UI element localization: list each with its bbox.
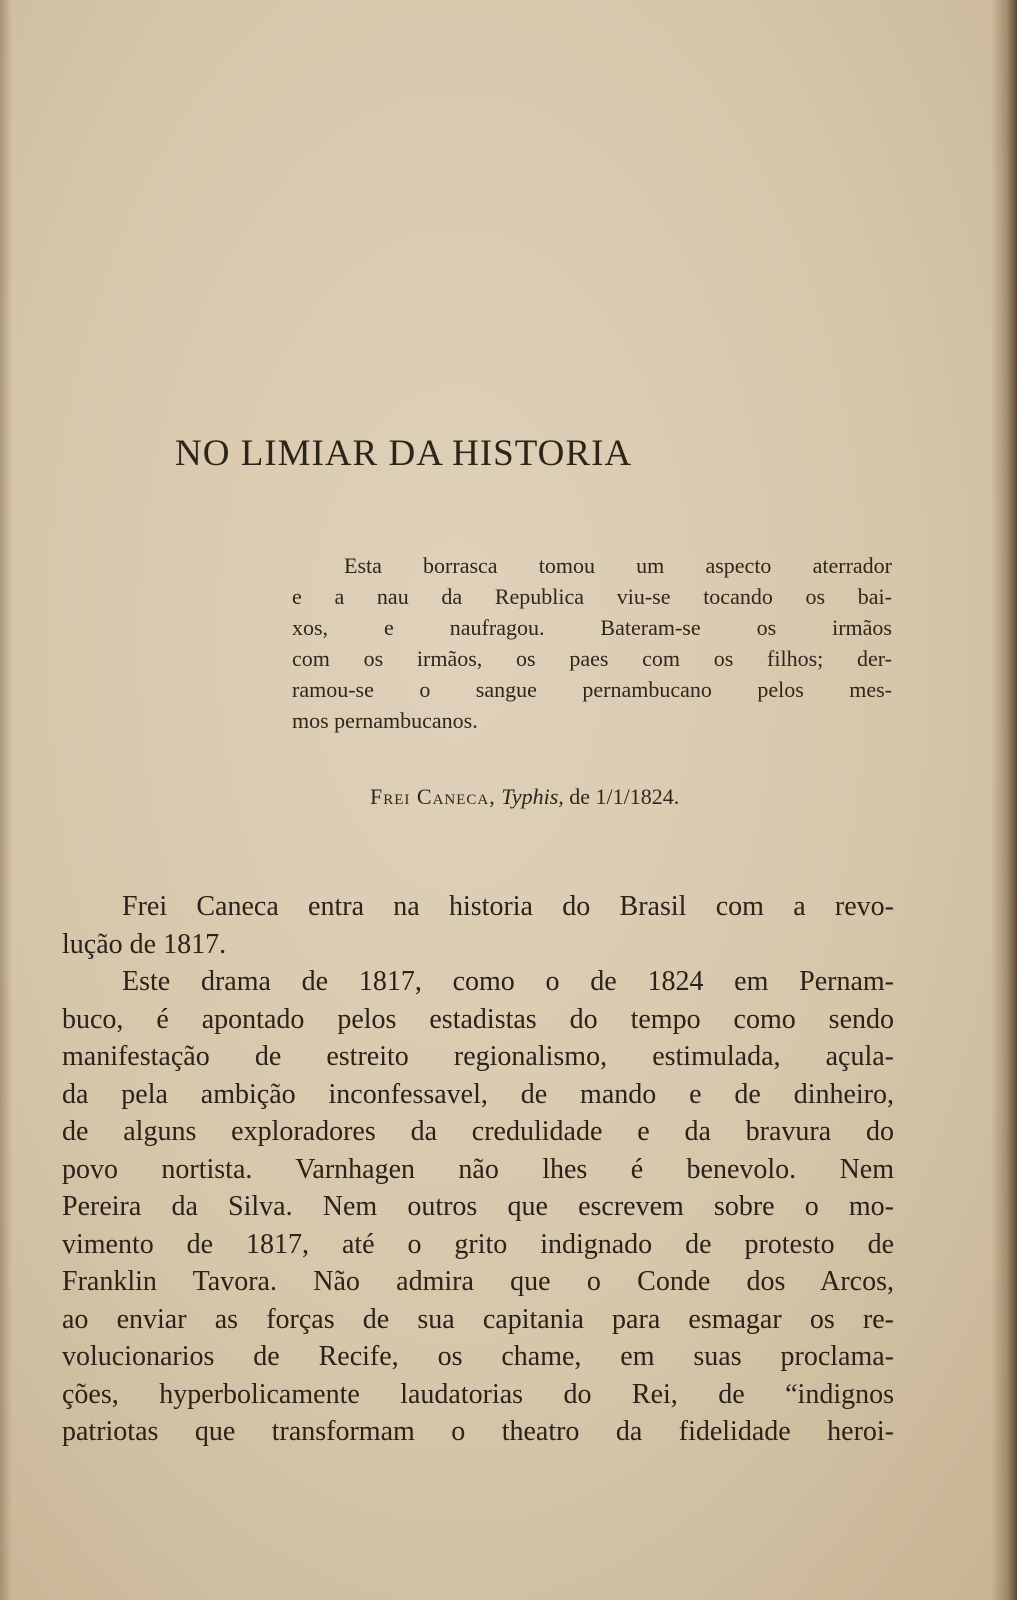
text-line: ao enviar as forças de sua capitania para esmagar os re-: [62, 1303, 894, 1335]
text-line: vimento de 1817, até o grito indignado de protesto de: [62, 1228, 894, 1260]
text-line: de alguns exploradores da credulidade e da bravura do: [62, 1116, 894, 1147]
text-line: manifestação de estreito regionalismo, estimulada, açula-: [62, 1041, 894, 1072]
body-text: [62, 888, 894, 1451]
chapter-title: NO LIMIAR DA HISTORIA: [175, 433, 633, 474]
text-line: lução de 1817.: [62, 928, 227, 960]
text-line: volucionarios de Recife, os chame, em suas proclama-: [62, 1341, 894, 1372]
epigraph-line: xos, e naufragou. Bateram-se os irmãos: [292, 615, 892, 640]
attribution-work: Typhis,: [501, 784, 564, 809]
page-right-edge: [991, 0, 1017, 1600]
epigraph-line: Esta borrasca tomou um aspecto aterrador: [344, 553, 892, 578]
epigraph-line: e a nau da Republica viu-se tocando os bai-: [292, 584, 892, 609]
text-line: Frei Caneca entra na historia do Brasil com a revo-: [122, 891, 894, 922]
epigraph: [292, 550, 892, 736]
epigraph-line: com os irmãos, os paes com os filhos; der-: [292, 646, 892, 671]
text-line: povo nortista. Varnhagen não lhes é benevolo. Nem: [62, 1153, 894, 1185]
paragraph: [62, 888, 894, 963]
paragraph: [62, 963, 894, 1451]
attribution-author: Frei Caneca,: [370, 784, 496, 809]
text-line: da pela ambição inconfessavel, de mando e de dinheiro,: [62, 1078, 894, 1110]
attribution-date: de 1/1/1824.: [569, 784, 680, 809]
epigraph-line: ramou-se o sangue pernambucano pelos mes-: [292, 677, 892, 702]
epigraph-text: [292, 550, 892, 736]
text-line: Franklin Tavora. Não admira que o Conde dos Arcos,: [62, 1266, 894, 1297]
text-line: ções, hyperbolicamente laudatorias do Rei, de “indignos: [62, 1378, 894, 1410]
text-line: Este drama de 1817, como o de 1824 em Pernam-: [122, 966, 894, 997]
epigraph-line: mos pernambucanos.: [292, 708, 478, 733]
text-line: patriotas que transformam o theatro da fidelidade heroi-: [62, 1416, 894, 1447]
text-line: buco, é apontado pelos estadistas do tempo como sendo: [62, 1003, 894, 1035]
page-left-shadow: [0, 0, 12, 1600]
epigraph-attribution: [370, 784, 890, 810]
text-line: Pereira da Silva. Nem outros que escrevem sobre o mo-: [62, 1191, 894, 1222]
